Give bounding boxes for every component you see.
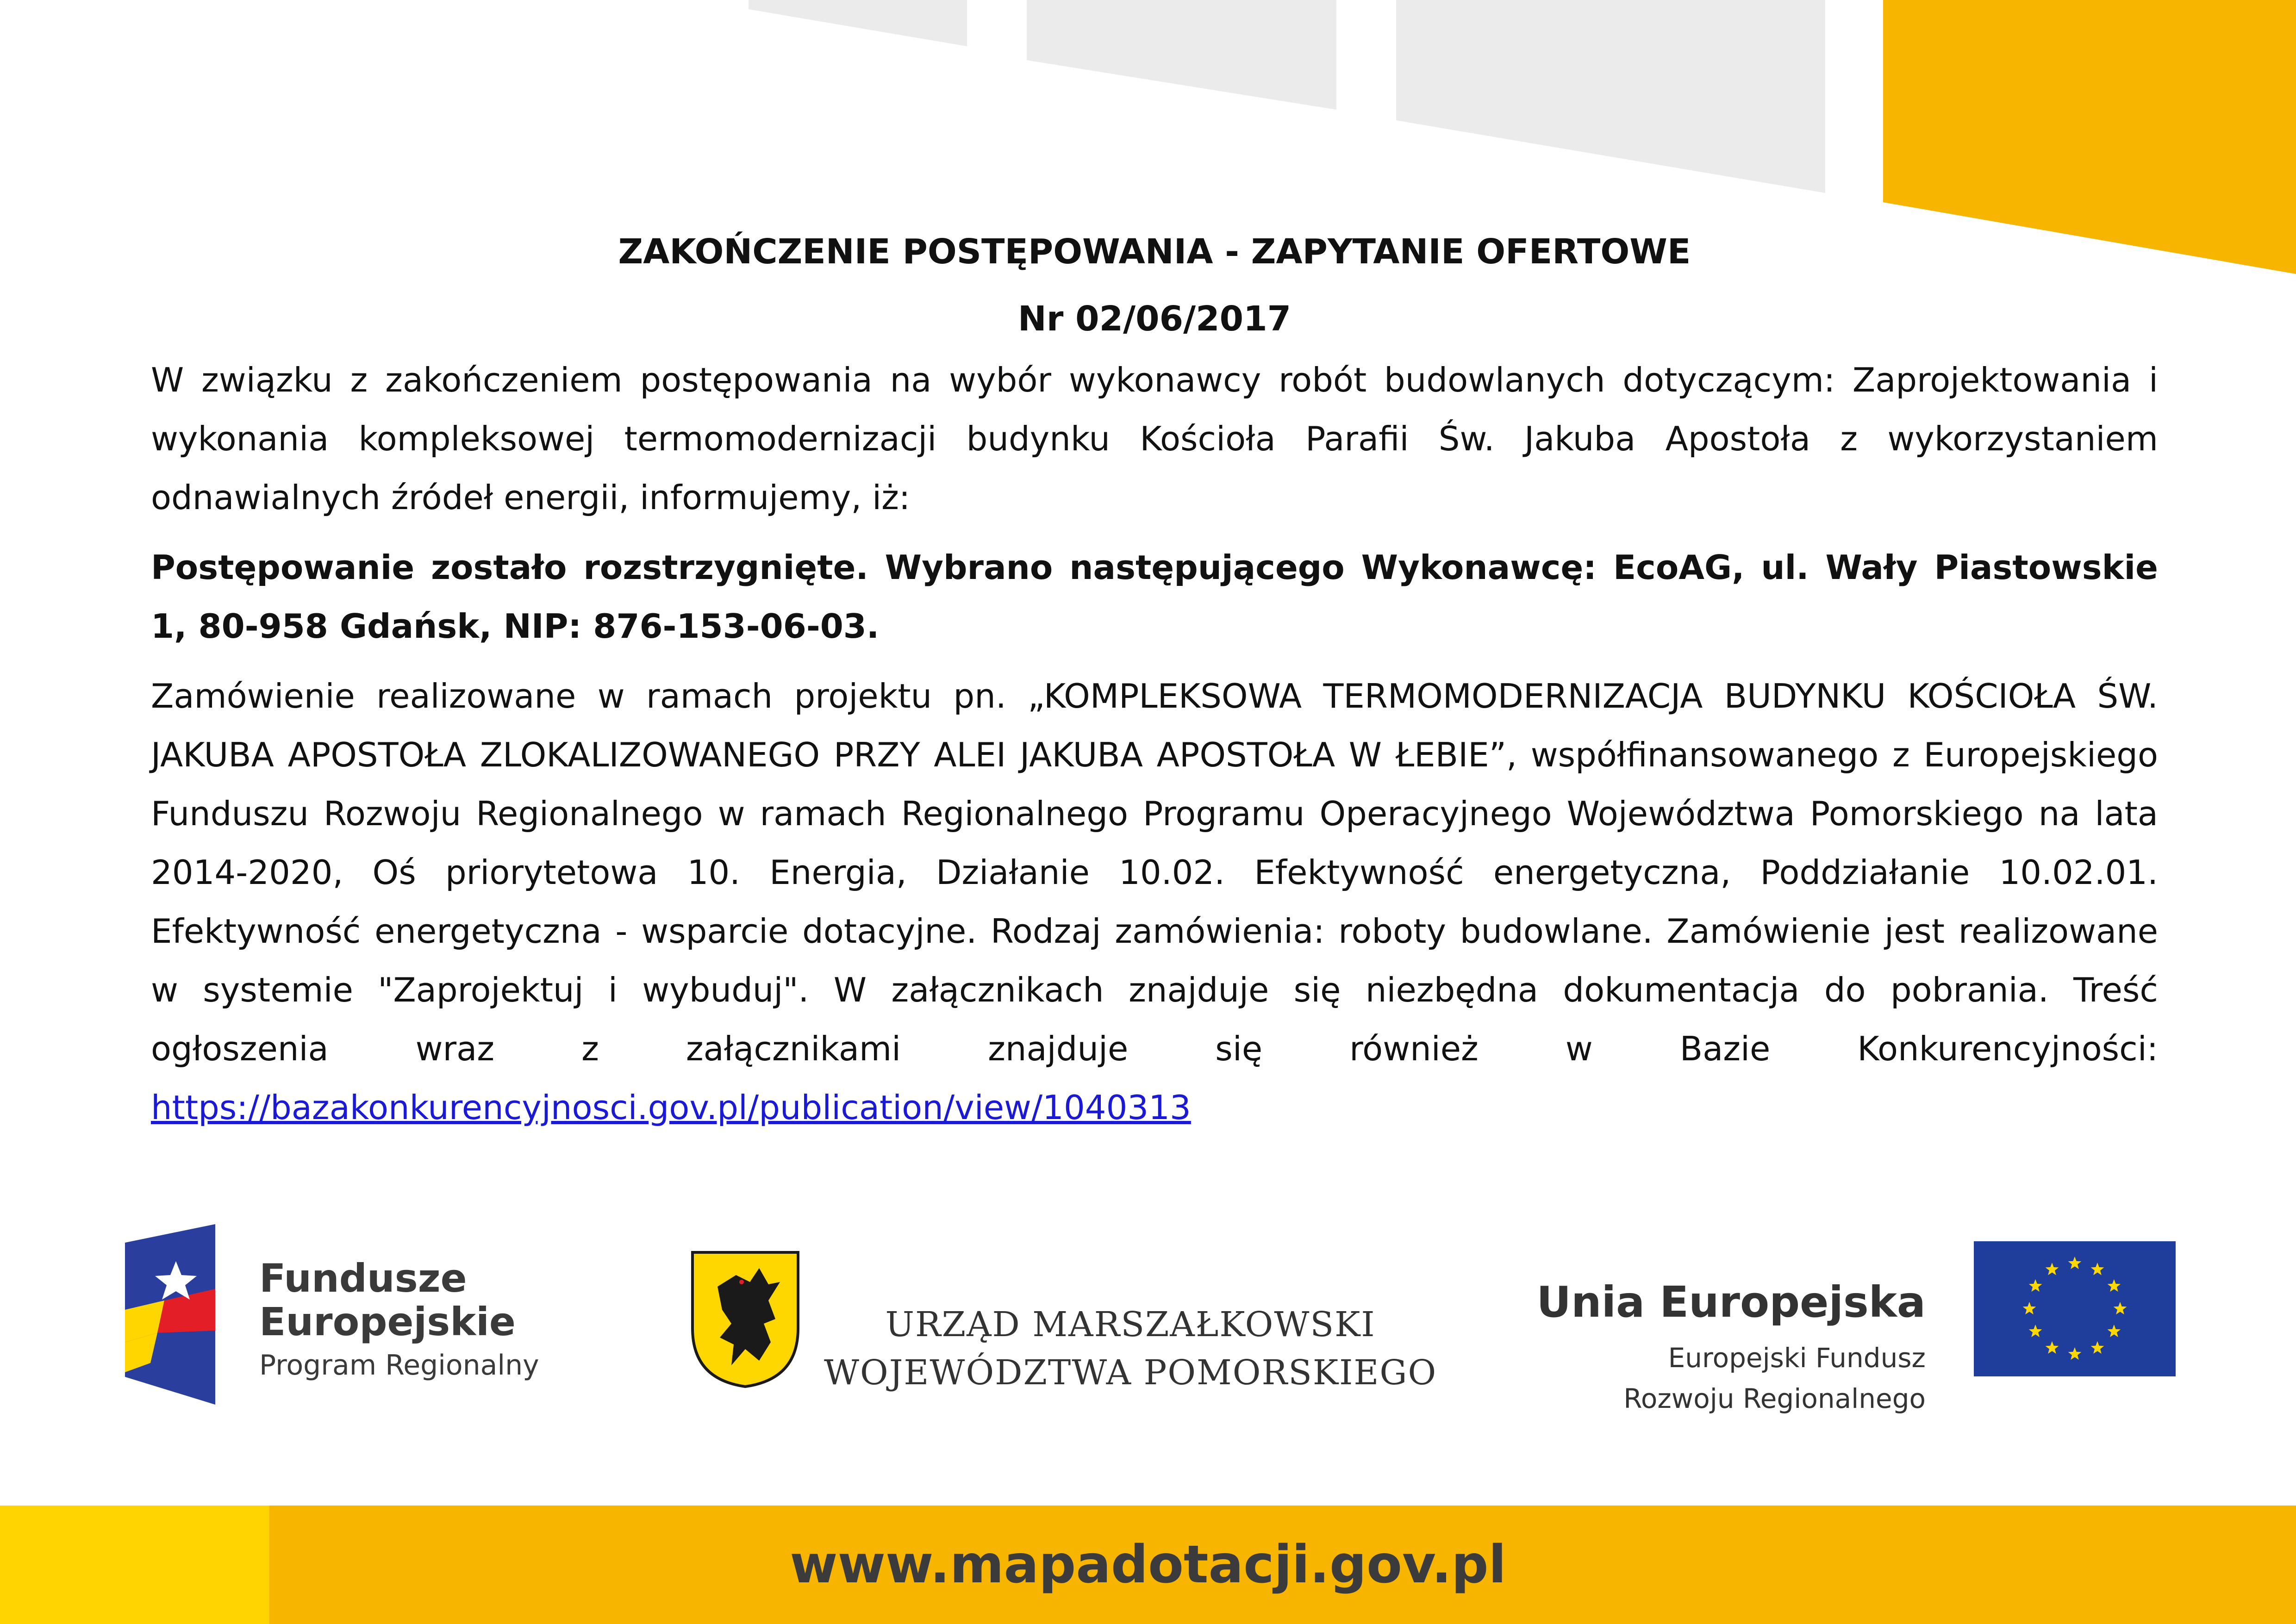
urzad-line-1: URZĄD MARSZAŁKOWSKI <box>885 1305 1376 1344</box>
grey-band-1 <box>749 0 967 46</box>
unia-title: Unia Europejska <box>1536 1277 1926 1327</box>
fundusze-line-1: Fundusze <box>259 1256 467 1301</box>
notice-title: ZAKOŃCZENIE POSTĘPOWANIA - ZAPYTANIE OFERTOWE <box>618 232 1691 272</box>
unia-fund <box>1623 1338 1926 1419</box>
project-paragraph <box>151 667 2158 1137</box>
fundusze-program: Program Regionalny <box>259 1349 539 1381</box>
grey-band-2 <box>1027 0 1336 110</box>
eu-flag-icon <box>1974 1241 2176 1376</box>
fundusze-europejskie-logo <box>125 1224 588 1405</box>
fundusze-europejskie-icon <box>125 1224 218 1405</box>
griffin-coat-of-arms-icon <box>690 1250 801 1388</box>
unia-europejska-logo <box>1518 1240 2176 1414</box>
urzad-marszalkowski-logo <box>690 1250 1454 1398</box>
footer <box>0 1506 2296 1624</box>
fundusze-line-2: Europejskie <box>259 1299 516 1344</box>
urzad-line-2: WOJEWÓDZTWA POMORSKIEGO <box>824 1353 1437 1393</box>
project-text: Zamówienie realizowane w ramach projektu pn. „KOMPLEKSOWA TERMOMODERNIZACJA BUDYNKU KOŚCIOŁA ŚW. JAKUBA APOSTOŁA ZLOKALIZOWANEGO PRZY ALEI JAKUBA APOSTOŁA W ŁEBIE”, współfinansowanego z Europejskiego Funduszu Rozwoju Regionalnego w ramach Regionalnego Programu Operacyjnego Województwa Pomorskiego na lata 2014-2020, Oś priorytetowa 10. Energia, Działanie 10.02. Efektywność energetyczna, Poddziałanie 10.02.01. Efektywność energetyczna - wsparcie dotacyjne. Rodzaj zamówienia: roboty budowlane. Zamówienie jest realizowane w systemie "Zaprojektuj i wybuduj". W załącznikach znajduje się niezbędna dokumentacja do pobrania. Treść ogłoszenia wraz z załącznikami znajduje się również w Bazie Konkurencyjności: <box>151 676 2158 1068</box>
result-paragraph: Postępowanie zostało rozstrzygnięte. Wybrano następującego Wykonawcę: EcoAG, ul. Wały Piastowskie 1, 80-958 Gdańsk, NIP: 876-153-06-03. <box>151 548 2158 646</box>
notice-content <box>151 231 2158 1137</box>
publication-link[interactable]: https://bazakonkurencyjnosci.gov.pl/publication/view/1040313 <box>151 1088 1191 1127</box>
notice-number: Nr 02/06/2017 <box>1017 299 1292 339</box>
fundusze-name <box>259 1257 516 1344</box>
urzad-name <box>824 1300 1437 1397</box>
unia-sub-2: Rozwoju Regionalnego <box>1623 1383 1926 1414</box>
footer-url: www.mapadotacji.gov.pl <box>790 1535 1506 1595</box>
intro-paragraph: W związku z zakończeniem postępowania na wybór wykonawcy robót budowlanych dotyczącym: Zaprojektowania i wykonania kompleksowej termomodernizacji budynku Kościoła Parafii Św. Jakuba Apostoła z wykorzystaniem odnawialnych źródeł energii, informujemy, iż: <box>151 360 2158 517</box>
grey-band-3 <box>1396 0 1825 193</box>
unia-sub-1: Europejski Fundusz <box>1668 1342 1926 1374</box>
logo-row <box>0 1213 2296 1414</box>
